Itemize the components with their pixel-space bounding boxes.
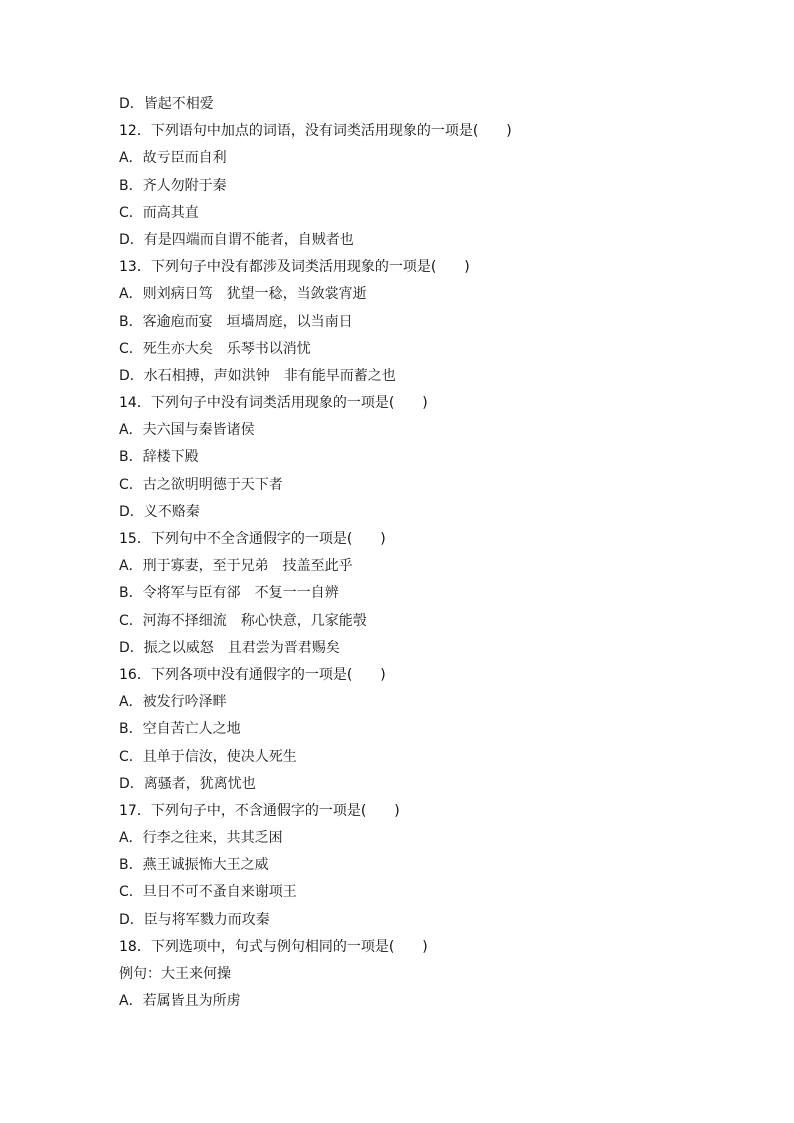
option-line: B．齐人勿附于秦: [119, 177, 227, 194]
option-line: C．旦日不可不蚤自来谢项王: [119, 884, 297, 901]
option-line: D．水石相搏，声如洪钟 非有能早而蓄之也: [119, 367, 396, 384]
option-line: A．被发行吟泽畔: [119, 694, 227, 711]
option-line: D．离骚者，犹离忧也: [119, 775, 256, 792]
question-content: [119, 91, 719, 1015]
option-line: A．夫六国与秦皆诸侯: [119, 422, 255, 439]
example-line: 例句：大王来何操: [119, 966, 231, 982]
option-line: D．皆起不相爱: [119, 96, 214, 112]
option-line: B．辞楼下殿: [119, 449, 199, 466]
option-line: C．且单于信汝，使决人死生: [119, 748, 297, 765]
option-line: A．则刘病日笃 犹望一稔，当敛裳宵逝: [119, 286, 367, 303]
option-line: D．臣与将军戮力而攻秦: [119, 911, 270, 928]
option-line: B．客逾庖而宴 垣墙周庭，以当南日: [119, 313, 353, 330]
option-line: C．古之欲明明德于天下者: [119, 476, 283, 493]
question-line: 15．下列句中不全含通假字的一项是( ): [119, 531, 386, 547]
option-line: A．若属皆且为所虏: [119, 993, 241, 1010]
option-line: D．有是四端而自谓不能者，自贼者也: [119, 231, 354, 248]
question-line: 17．下列句子中，不含通假字的一项是( ): [119, 802, 400, 819]
option-line: A．故亏臣而自利: [119, 150, 227, 167]
question-line: 14．下列句子中没有词类活用现象的一项是( ): [119, 395, 428, 412]
question-line: 16．下列各项中没有通假字的一项是( ): [119, 666, 386, 683]
option-line: B．空自苦亡人之地: [119, 721, 241, 738]
option-line: A．刑于寡妻，至于兄弟 技盖至此乎: [119, 558, 353, 575]
option-line: D．振之以威怒 且君尝为晋君赐矣: [119, 639, 340, 656]
option-line: B．燕王诚振怖大王之威: [119, 857, 269, 874]
option-line: A．行李之往来，共其乏困: [119, 830, 283, 847]
option-line: C．河海不择细流 称心快意，几家能彀: [119, 612, 367, 629]
option-line: C．而高其直: [119, 204, 199, 221]
option-line: D．义不赂秦: [119, 503, 200, 520]
option-line: B．令将军与臣有郤 不复一一自辨: [119, 585, 339, 602]
question-line: 12．下列语句中加点的词语，没有词类活用现象的一项是( ): [119, 123, 512, 140]
option-line: C．死生亦大矣 乐琴书以消忧: [119, 340, 311, 357]
question-line: 13．下列句子中没有都涉及词类活用现象的一项是( ): [119, 259, 470, 276]
question-line: 18．下列选项中，句式与例句相同的一项是( ): [119, 938, 428, 955]
